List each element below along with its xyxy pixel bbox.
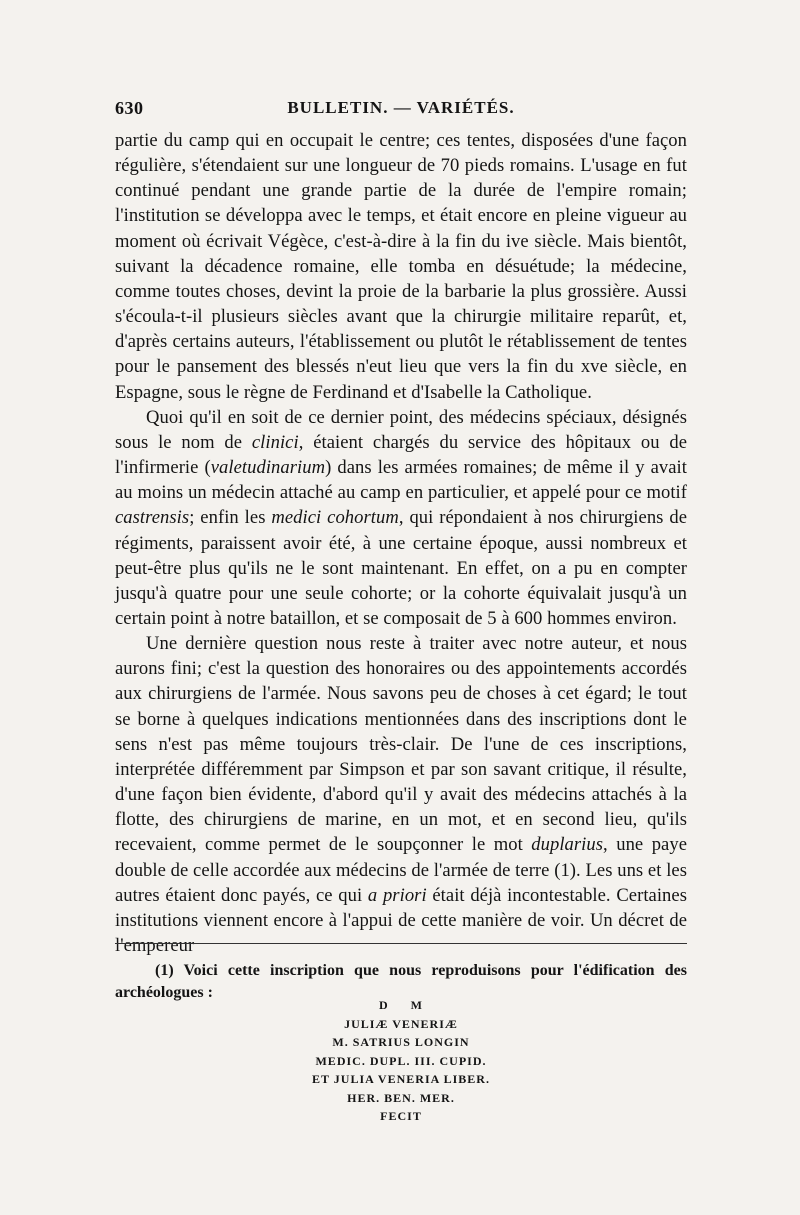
- paragraph-2-text-4: ; enfin les: [189, 507, 272, 529]
- latin-term-clinici: clinici: [251, 431, 299, 453]
- footnote-divider: [115, 943, 687, 944]
- inscription-line: FECIT: [380, 1109, 422, 1123]
- page-number: 630: [115, 98, 144, 118]
- inscription-line: D M: [379, 998, 423, 1012]
- paragraph-2-text-2: , étaient chargés du service des hôpitaux ou de l'infirmerie (: [115, 431, 687, 479]
- paragraph-2-text-1: Quoi qu'il en soit de ce dernier point, des médecins spéciaux, désignés sous le nom de: [115, 406, 687, 453]
- paragraph-2-text-3: ) dans les armées romaines; de même il y avait au moins un médecin attaché au camp en particulier, et appelé pour ce motif: [115, 457, 687, 504]
- paragraph-2-text-5: , qui répondaient à nos chirurgiens de régiments, paraissent avoir été, à une certaine époque, aussi nombreux et peut-être plus qu'ils ne le sont maintenant. En effet, on a pu en compter jusqu'à quatre pour une seule cohorte; or la cohorte équivalait jusqu'à un certain point à notre bataillon, et se composait de 5 à 600 hommes environ.: [115, 507, 688, 629]
- footnote-text: (1) Voici cette inscription que nous reproduisons pour l'édification des archéologues :: [115, 962, 687, 1001]
- inscription-line: M. SATRIUS LONGIN: [332, 1035, 470, 1049]
- inscription-line: ET JULIA VENERIA LIBER.: [312, 1072, 490, 1086]
- inscription-line: HER. BEN. MER.: [347, 1090, 455, 1105]
- latin-term-castrensis: castrensis: [115, 507, 190, 529]
- latin-term-a-priori: a priori: [367, 884, 427, 906]
- paragraph-2: [115, 405, 687, 631]
- page-header: [115, 98, 687, 120]
- paragraph-3-text-2: , une paye double de celle accordée aux médecins de l'armée de terre (1). Les uns et les autres étaient donc payés, ce qui: [115, 834, 687, 906]
- latin-term-duplarius: duplarius: [531, 834, 604, 856]
- inscription-line: JULIÆ VENERIÆ: [344, 1016, 458, 1031]
- paragraph-1: [115, 128, 687, 405]
- paragraph-3-text-3: était déjà incontestable. Certaines institutions viennent encore à l'appui de cette manière de voir. Un décret de l'empereur: [115, 884, 687, 956]
- paragraph-3: [115, 631, 687, 958]
- latin-term-valetudinarium: valetudinarium: [210, 457, 326, 479]
- running-title: BULLETIN. — VARIÉTÉS.: [287, 98, 515, 117]
- paragraph-1-text: partie du camp qui en occupait le centre; ces tentes, disposées d'une façon régulière, s'étendaient sur une longueur de 70 pieds romains. L'usage en fut continué pendant une grande partie de la durée de l'empire romain; l'institution se développa avec le temps, et était encore en pleine vigueur au moment où écrivait Végèce, c'est-à-dire à la fin du ive siècle. Mais bientôt, suivant la décadence romaine, elle tomba en désuétude; la médecine, comme toutes choses, devint la proie de la barbarie la plus grossière. Aussi s'écoula-t-il plusieurs siècles avant que la chirurgie militaire reparût, et, d'après certains auteurs, l'établissement ou plutôt le rétablissement de tentes pour le pansement des blessés n'eut lieu que vers la fin du xve siècle, en Espagne, sous le règne de Ferdinand et d'Isabelle la Catholique.: [115, 130, 687, 403]
- inscription-block: [115, 996, 687, 1126]
- paragraph-3-text-1: Une dernière question nous reste à traiter avec notre auteur, et nous aurons fini; c'est la question des honoraires ou des appointements accordés aux chirurgiens de l'armée. Nous savons peu de choses à cet égard; le tout se borne à quelques indications mentionnées dans des inscriptions dont le sens n'est pas même toujours très-clair. De l'une de ces inscriptions, interprétée différemment par Simpson et par son savant critique, il résulte, d'une façon bien évidente, d'abord qu'il y avait des médecins attachés à la flotte, des chirurgiens de marine, en un mot, et en second lieu, qu'ils recevaient, comme permet de le soupçonner le mot: [115, 633, 687, 856]
- main-text: [115, 128, 687, 958]
- inscription-line: MEDIC. DUPL. III. CUPID.: [315, 1053, 487, 1068]
- latin-term-medici-cohortum: medici cohortum: [271, 507, 399, 529]
